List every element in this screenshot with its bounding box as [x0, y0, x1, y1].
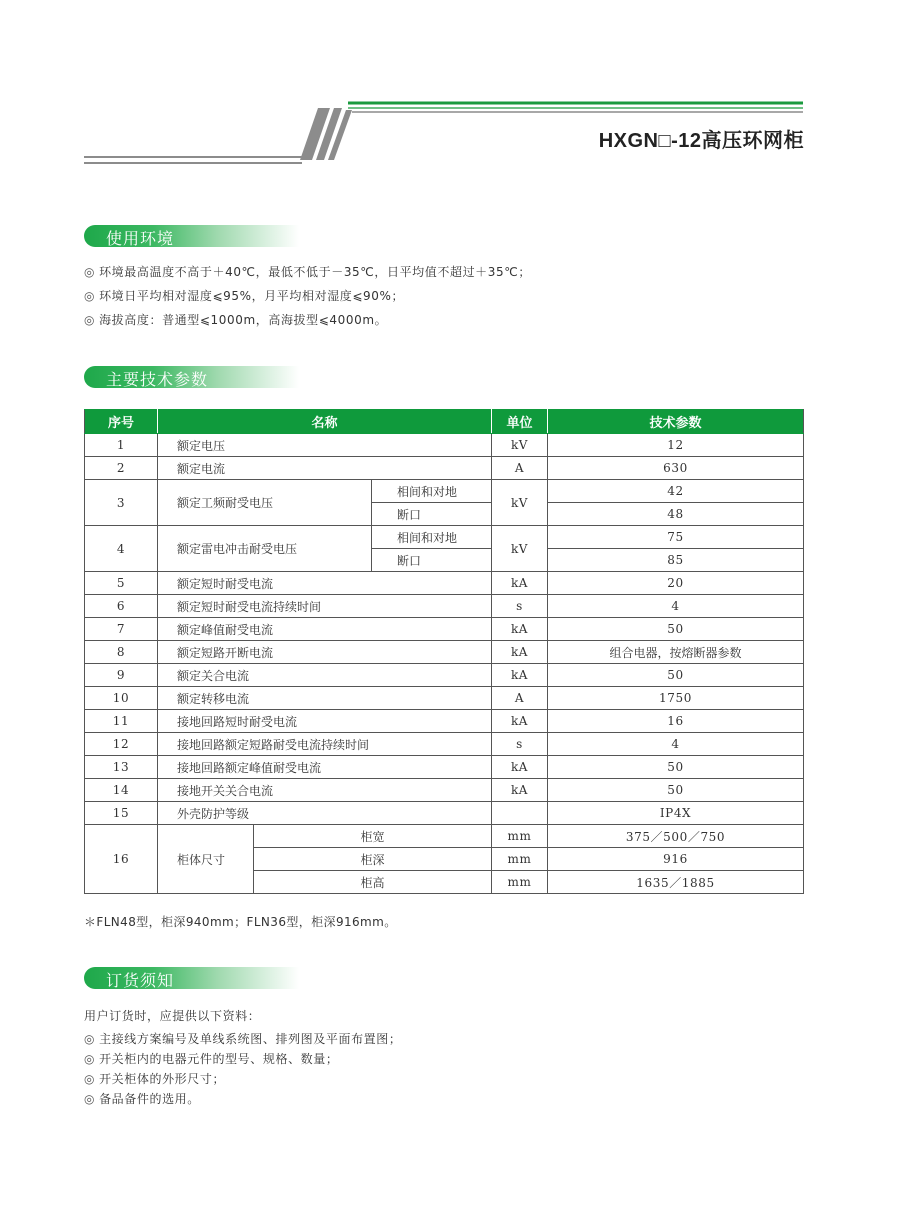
table-row: 4 额定雷电冲击耐受电压 相间和对地 kV 75 — [85, 526, 804, 549]
order-item-4: ◎ 备品备件的选用。 — [84, 1092, 200, 1106]
table-row: 11 接地回路短时耐受电流 kA 16 — [85, 710, 804, 733]
order-intro: 用户订货时，应提供以下资料： — [84, 1009, 261, 1023]
bullet-icon: ◎ — [84, 265, 96, 279]
col-header-no: 序号 — [85, 410, 158, 434]
bullet-icon: ◎ — [84, 1072, 96, 1086]
section-heading-order — [84, 967, 299, 989]
table-header-row — [85, 410, 804, 434]
section-heading-params — [84, 366, 299, 388]
section-heading-environment — [84, 225, 299, 247]
table-row: 6 额定短时耐受电流持续时间 s 4 — [85, 595, 804, 618]
table-row: 8 额定短路开断电流 kA 组合电器，按熔断器参数 — [85, 641, 804, 664]
header-decoration — [0, 0, 899, 180]
section-heading-params-label: 主要技术参数 — [106, 370, 209, 389]
table-row: 14 接地开关关合电流 kA 50 — [85, 779, 804, 802]
section-heading-environment-label: 使用环境 — [106, 229, 175, 248]
col-header-value: 技术参数 — [548, 410, 804, 434]
table-row: 断口 48 — [85, 503, 804, 526]
bullet-icon: ◎ — [84, 313, 96, 327]
section-heading-order-label: 订货须知 — [106, 971, 175, 990]
table-row: 15 外壳防护等级 IP4X — [85, 802, 804, 825]
bullet-icon: ◎ — [84, 1092, 96, 1106]
table-row: 2 额定电流 A 630 — [85, 457, 804, 480]
environment-line-1: ◎ 环境最高温度不高于＋40℃，最低不低于－35℃，日平均值不超过＋35℃； — [84, 265, 531, 279]
col-header-name: 名称 — [158, 410, 492, 434]
environment-line-3: ◎ 海拔高度：普通型⩽1000m，高海拔型⩽4000m。 — [84, 313, 388, 327]
table-row: 16 柜体尺寸 柜宽 mm 375／500／750 — [85, 825, 804, 848]
table-row: 断口 85 — [85, 549, 804, 572]
table-row: 柜高 mm 1635／1885 — [85, 871, 804, 894]
table-row: 13 接地回路额定峰值耐受电流 kA 50 — [85, 756, 804, 779]
table-row: 5 额定短时耐受电流 kA 20 — [85, 572, 804, 595]
table-row: 12 接地回路额定短路耐受电流持续时间 s 4 — [85, 733, 804, 756]
order-item-2: ◎ 开关柜内的电器元件的型号、规格、数量； — [84, 1052, 339, 1066]
table-footnote: ＊FLN48型，柜深940mm；FLN36型，柜深916mm。 — [84, 915, 397, 929]
spec-table — [84, 409, 804, 894]
table-row: 10 额定转移电流 A 1750 — [85, 687, 804, 710]
table-row: 柜深 mm 916 — [85, 848, 804, 871]
order-item-3: ◎ 开关柜体的外形尺寸； — [84, 1072, 226, 1086]
table-row: 9 额定关合电流 kA 50 — [85, 664, 804, 687]
bullet-icon: ◎ — [84, 289, 96, 303]
environment-line-2: ◎ 环境日平均相对湿度⩽95%，月平均相对湿度⩽90%； — [84, 289, 405, 303]
bullet-icon: ◎ — [84, 1032, 96, 1046]
page-title: HXGN□-12高压环网柜 — [598, 130, 804, 152]
table-row: 3 额定工频耐受电压 相间和对地 kV 42 — [85, 480, 804, 503]
table-row: 7 额定峰值耐受电流 kA 50 — [85, 618, 804, 641]
bullet-icon: ◎ — [84, 1052, 96, 1066]
order-item-1: ◎ 主接线方案编号及单线系统图、排列图及平面布置图； — [84, 1032, 402, 1046]
col-header-unit: 单位 — [492, 410, 548, 434]
table-row: 1 额定电压 kV 12 — [85, 434, 804, 457]
